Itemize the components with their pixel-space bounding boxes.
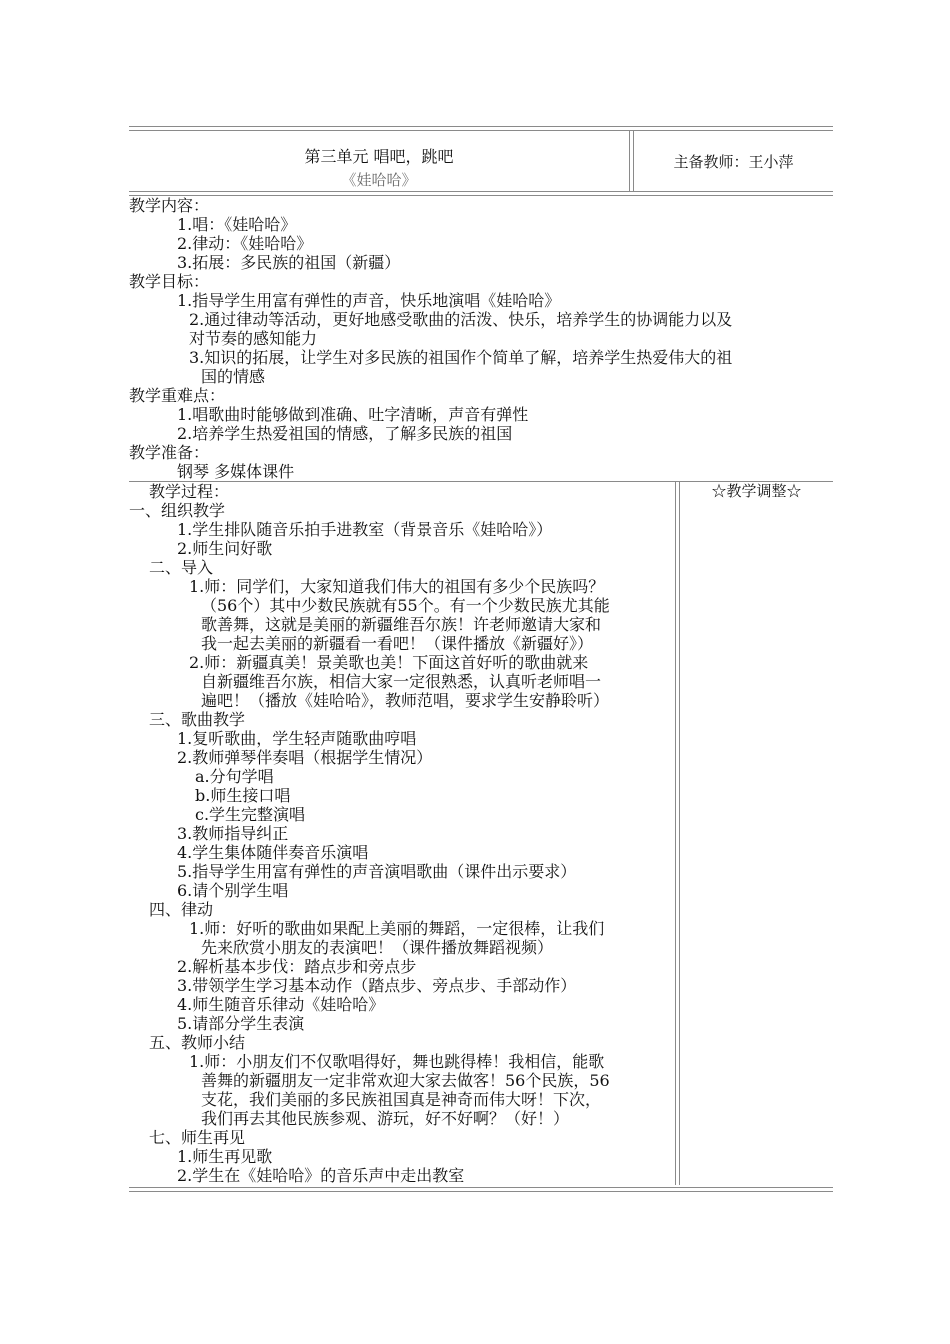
goals-heading: 教学目标：: [129, 272, 210, 291]
process-step: 1.师：小朋友们不仅歌唱得好，舞也跳得棒！我相信，能歌: [189, 1052, 605, 1071]
difficulties-section: [129, 386, 833, 443]
adjustment-heading: ☆教学调整☆: [711, 482, 802, 500]
process-step-continued: 先来欣赏小朋友的表演吧！（课件播放舞蹈视频）: [201, 938, 554, 957]
process-step-continued: 我们再去其他民族参观、游玩，好不好啊？（好！）: [201, 1109, 570, 1128]
process-step: 3.带领学生学习基本动作（踏点步、旁点步、手部动作）: [177, 976, 577, 995]
unit-title: 第三单元 唱吧，跳吧: [304, 147, 454, 166]
process-main-column: [129, 482, 676, 1185]
process-step-continued: 支花，我们美丽的多民族祖国真是神奇而伟大呀！下次，: [201, 1090, 602, 1109]
process-step: 1.师：好听的歌曲如果配上美丽的舞蹈，一定很棒，让我们: [189, 919, 605, 938]
process-step: 1.学生排队随音乐拍手进教室（背景音乐《娃哈哈》）: [177, 520, 553, 539]
process-table: [129, 481, 833, 1185]
goal-item: 3.知识的拓展，让学生对多民族的祖国作个简单了解，培养学生热爱伟大的祖: [189, 348, 733, 367]
lesson-plan-document: [129, 126, 833, 1192]
process-step: 1.师生再见歌: [177, 1147, 273, 1166]
content-heading: 教学内容：: [129, 196, 210, 215]
process-substep: a.分句学唱: [195, 767, 274, 786]
process-step: 1.师：同学们，大家知道我们伟大的祖国有多少个民族吗？: [189, 577, 605, 596]
process-step: 6.请个别学生唱: [177, 881, 289, 900]
process-substep: c.学生完整演唱: [195, 805, 306, 824]
section-heading: 四、律动: [149, 900, 214, 919]
song-title: 《娃哈哈》: [341, 171, 417, 189]
content-item: 2.律动：《娃哈哈》: [177, 234, 313, 253]
content-item: 3.拓展：多民族的祖国（新疆）: [177, 253, 401, 272]
process-step: 2.师：新疆真美！景美歌也美！下面这首好听的歌曲就来: [189, 653, 589, 672]
process-step: 5.指导学生用富有弹性的声音演唱歌曲（课件出示要求）: [177, 862, 577, 881]
goal-item-continued: 国的情感: [201, 367, 266, 386]
goal-item-continued: 对节奏的感知能力: [189, 329, 318, 348]
difficulty-item: 1.唱歌曲时能够做到准确、吐字清晰，声音有弹性: [177, 405, 529, 424]
preparation-heading: 教学准备：: [129, 443, 210, 462]
process-step-continued: （56个）其中少数民族就有55个。有一个少数民族尤其能: [201, 596, 610, 615]
process-step-continued: 歌善舞，这就是美丽的新疆维吾尔族！许老师邀请大家和: [201, 615, 602, 634]
process-substep: b.师生接口唱: [195, 786, 291, 805]
preparation-text: 钢琴 多媒体课件: [177, 462, 295, 481]
process-step: 2.学生在《娃哈哈》的音乐声中走出教室: [177, 1166, 465, 1185]
header-title-cell: [129, 131, 629, 191]
difficulty-item: 2.培养学生热爱祖国的情感，了解多民族的祖国: [177, 424, 513, 443]
process-heading: 教学过程：: [149, 482, 230, 501]
process-step: 5.请部分学生表演: [177, 1014, 305, 1033]
section-heading: 二、导入: [149, 558, 214, 577]
goals-section: [129, 272, 833, 386]
process-step: 4.师生随音乐律动《娃哈哈》: [177, 995, 385, 1014]
header-row: [129, 131, 833, 191]
section-heading: 三、歌曲教学: [149, 710, 246, 729]
process-step: 2.教师弹琴伴奏唱（根据学生情况）: [177, 748, 433, 767]
process-step: 3.教师指导纠正: [177, 824, 289, 843]
process-step: 1.复听歌曲，学生轻声随歌曲哼唱: [177, 729, 417, 748]
process-step: 2.解析基本步伐：踏点步和旁点步: [177, 957, 417, 976]
goal-item: 1.指导学生用富有弹性的声音，快乐地演唱《娃哈哈》: [177, 291, 561, 310]
content-item: 1.唱：《娃哈哈》: [177, 215, 297, 234]
goal-item: 2.通过律动等活动，更好地感受歌曲的活泼、快乐，培养学生的协调能力以及: [189, 310, 733, 329]
process-step: 2.师生问好歌: [177, 539, 273, 558]
process-step-continued: 善舞的新疆朋友一定非常欢迎大家去做客！56个民族，56: [201, 1071, 610, 1090]
section-heading: 一、组织教学: [129, 501, 226, 520]
section-heading: 七、师生再见: [149, 1128, 246, 1147]
content-section: [129, 196, 833, 272]
difficulties-heading: 教学重难点：: [129, 386, 226, 405]
bottom-rule: [129, 1187, 833, 1192]
process-step: 4.学生集体随伴奏音乐演唱: [177, 843, 369, 862]
teacher-label: 主备教师：王小萍: [673, 152, 794, 171]
process-step-continued: 我一起去美丽的新疆看一看吧！（课件播放《新疆好》）: [201, 634, 594, 653]
process-step-continued: 自新疆维吾尔族，相信大家一定很熟悉，认真听老师唱一: [201, 672, 602, 691]
teacher-cell: [634, 131, 833, 191]
section-heading: 五、教师小结: [149, 1033, 246, 1052]
process-step-continued: 遍吧！（播放《娃哈哈》，教师范唱，要求学生安静聆听）: [201, 691, 610, 710]
preparation-section: [129, 443, 833, 481]
adjustment-column: [679, 482, 833, 1185]
